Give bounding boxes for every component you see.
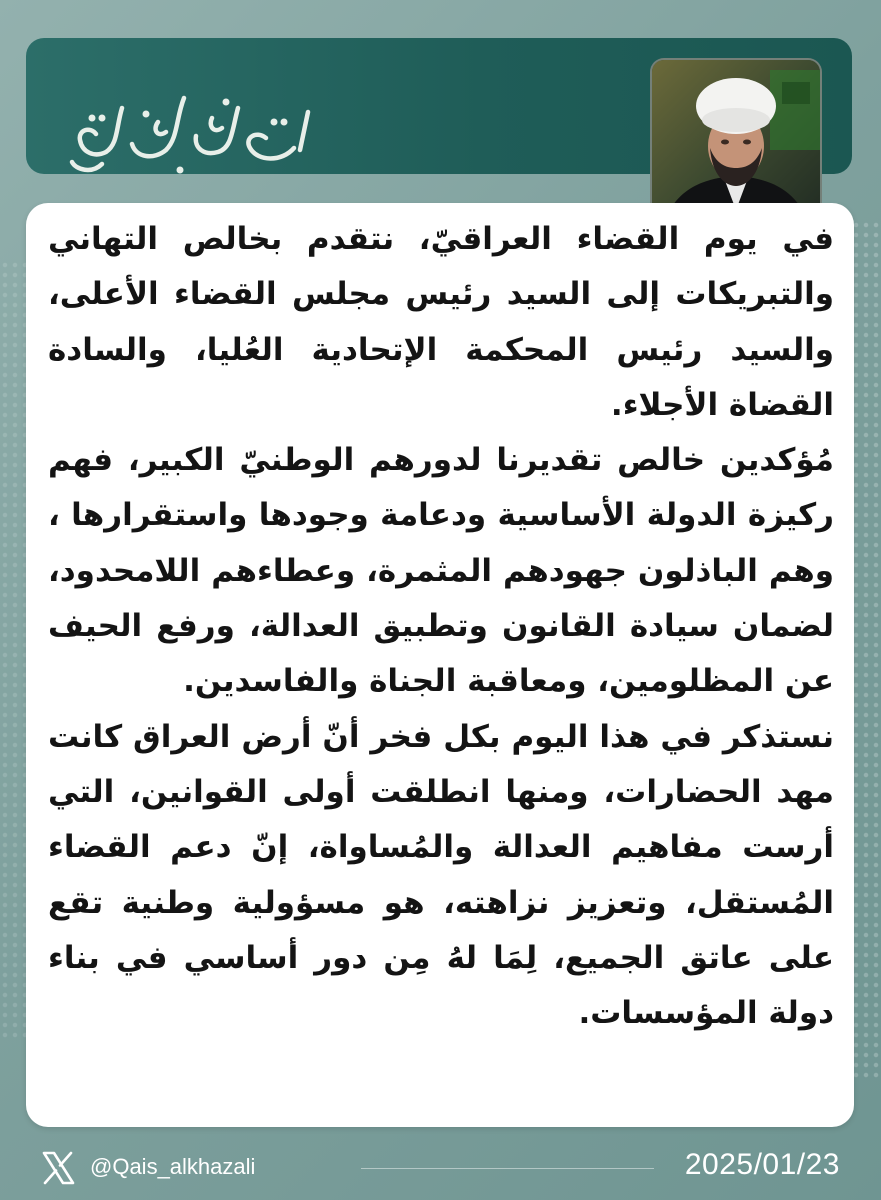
paragraph: في يوم القضاء العراقيّ، نتقدم بخالص التهاني والتبريكات إلى السيد رئيس مجلس القضاء الأعلى، والسيد رئيس المحكمة الإتحادية العُليا، والسادة القضاة الأجلاء.: [48, 221, 834, 423]
statement-text: [48, 212, 834, 1041]
paragraph: مُؤكدين خالص تقديرنا لدورهم الوطنيّ الكبير، فهم ركيزة الدولة الأساسية ودعامة وجودها واستقرارها ، وهم الباذلون جهودهم المثمرة، وعطاءهم اللامحدود، لضمان سيادة القانون وتطبيق العدالة، ورفع الحيف عن المظلومين، ومعاقبة الجناة والفاسدين.: [48, 442, 834, 700]
post-date: 2025/01/23: [684, 1148, 840, 1181]
x-logo-icon[interactable]: [40, 1150, 76, 1186]
footer: [26, 1144, 854, 1192]
dot-pattern-left: [0, 260, 26, 1040]
footer-divider: [361, 1168, 654, 1169]
calligraphy-name-logo: [62, 78, 332, 178]
header-band: [26, 38, 852, 174]
paragraph: نستذكر في هذا اليوم بكل فخر أنّ أرض العراق كانت مهد الحضارات، ومنها انطلقت أولى القوانين، التي أرست مفاهيم العدالة والمُساواة، إنّ دعم القضاء المُستقل، وتعزيز نزاهته، هو مسؤولية وطنية تقع على عاتق الجميع، لِمَا لهُ مِن دور أساسي في بناء دولة المؤسسات.: [48, 718, 834, 1032]
account-handle[interactable]: @Qais_alkhazali: [90, 1154, 256, 1179]
